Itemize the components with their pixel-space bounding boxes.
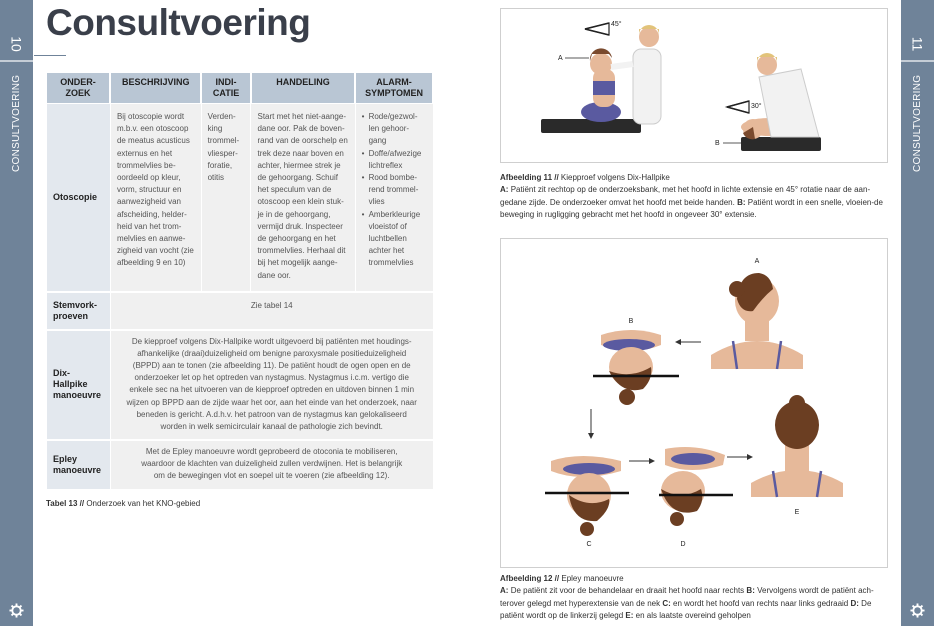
header-handeling: HANDELING xyxy=(251,73,355,104)
step-label-d: D xyxy=(680,541,686,548)
figure-11-caption xyxy=(500,172,890,222)
figure-label-a: A xyxy=(558,55,563,62)
header-indicatie: INDI-CATIE xyxy=(201,73,251,104)
sidebar-divider xyxy=(901,60,934,62)
caption-text: en als laatste overeind geholpen xyxy=(635,611,751,621)
header-beschrijving: BESCHRIJVING xyxy=(110,73,201,104)
caption-text: Patiënt wordt in een snelle, vloeien-de beweging in rugligging gebracht met het hoofd in ongeveer 30° extensie. xyxy=(500,197,883,220)
step-c-figure xyxy=(545,456,629,536)
gear-icon xyxy=(9,603,24,618)
list-item: • Rode/gezwol-len gehoor-gang xyxy=(362,111,427,148)
epley-illustration xyxy=(501,239,889,569)
caption-title: Epley manoeuvre xyxy=(561,574,624,583)
exam-table xyxy=(46,73,434,491)
caption-key: B: xyxy=(737,197,746,207)
figure-12-caption xyxy=(500,573,890,623)
right-sidebar xyxy=(901,0,934,626)
row-name-stemvork: Stemvork-proeven xyxy=(47,292,111,330)
figure-12 xyxy=(500,238,888,568)
sidebar-divider xyxy=(0,60,33,62)
cell-epley: Met de Epley manoeuvre wordt geprobeerd de otoconia te mobiliseren, waardoor de klachten van duizeligheid zullen verdwijnen. Het is belangrijk om de bewegingen vlot en soepel uit te voeren (zie afbeelding 12). xyxy=(110,440,433,490)
table-header-row xyxy=(47,73,434,104)
row-name-otoscopie: Otoscopie xyxy=(47,104,111,292)
left-sidebar xyxy=(0,0,33,626)
list-item: • Rood bombe-rend trommel-vlies xyxy=(362,172,427,209)
caption-key: C: xyxy=(662,598,671,608)
caption-label: Afbeelding 11 // xyxy=(500,173,559,182)
caption-key: E: xyxy=(625,611,634,621)
section-label-text: CONSULTVOERING xyxy=(912,74,923,172)
step-label-b: B xyxy=(628,318,634,325)
table-row xyxy=(47,292,434,330)
caption-label: Afbeelding 12 // xyxy=(500,574,560,583)
table-row xyxy=(47,330,434,440)
step-d-figure xyxy=(659,447,733,526)
section-label-left xyxy=(0,70,33,170)
row-name-epley: Epley manoeuvre xyxy=(47,440,111,490)
step-e-figure xyxy=(751,395,843,497)
row-name-dixhallpike: Dix-Hallpike manoeuvre xyxy=(47,330,111,440)
step-b-figure xyxy=(593,330,679,405)
cell-beschrijving: Bij otoscopie wordt m.b.v. een otoscoop de meatus acusticus externus en het trommelvlies be-oordeeld op kleur, vorm, structuur en aanwezigheid van afscheiding, helder-heid van het trom-melvlies en aanwe-zigheid van vocht (zie afbeelding 9 en 10) xyxy=(110,104,201,292)
step-label-a: A xyxy=(754,258,760,265)
page-number-left: 10 xyxy=(8,36,25,52)
caption-key: B: xyxy=(746,586,755,596)
section-label-right xyxy=(901,70,934,170)
gear-icon xyxy=(910,603,925,618)
angle-label-a: 45° xyxy=(611,21,622,28)
figure-label-b: B xyxy=(715,140,720,147)
caption-text: De patiënt zit voor de behandelaar en draait het hoofd naar rechts xyxy=(510,586,745,596)
angle-label-b: 30° xyxy=(751,103,762,110)
title-underline xyxy=(34,55,66,56)
figure-11 xyxy=(500,8,888,163)
cell-dixhallpike: De kiepproef volgens Dix-Hallpike wordt uitgevoerd bij patiënten met houdings-afhankelijke (draai)duizeligheid om benigne paroxysmale positieduizeligheid (BPPD) aan te tonen (zie afbeelding 11). De patiënt houdt de ogen open en de onderzoeker let op het optreden van nystagmus. Nystagmus i.c.m. vertigo die enkele sec na het uitvoeren van de kiepproef optreden en uitdoven binnen 1 min wijzen op BPPD aan de zijde waar het oor, aan het einde van het onderzoek, naar beneden is gericht. A.d.h.v. het patroon van de nystagmus kan gelokaliseerd worden in welk semicirculair kanaal de pathologie zich bevindt. xyxy=(110,330,433,440)
header-onderzoek: ONDER-ZOEK xyxy=(47,73,111,104)
alarm-list xyxy=(362,111,427,270)
caption-key: D: xyxy=(850,598,859,608)
step-label-c: C xyxy=(586,541,592,548)
cell-indicatie: Verden-king trommel-vliesper-foratie, otitis xyxy=(201,104,251,292)
page-number-right: 11 xyxy=(909,36,926,52)
caption-text: De patiënt wordt op de linkerzij gelegd xyxy=(500,598,872,621)
caption-key: A: xyxy=(500,185,509,195)
cell-stemvork: Zie tabel 14 xyxy=(110,292,433,330)
table-caption xyxy=(46,499,200,508)
caption-title: Kiepproef volgens Dix-Hallpike xyxy=(560,173,670,182)
section-label-text: CONSULTVOERING xyxy=(11,74,22,172)
cell-handeling: Start met het niet-aange-dane oor. Pak de boven-rand van de oorschelp en trek deze naar boven en achter, hiermee strek je de gehoorgang. Schuif het speculum van de otoscoop een klein stuk-je in de gehoorgang, vermijd druk. Inspecteer de gehoorgang en het trommelvlies. Herhaal dit bij het mogelijk aange-dane oor. xyxy=(251,104,355,292)
step-a-figure xyxy=(711,273,803,369)
caption-text: Patiënt zit rechtop op de onderzoeksbank, met het hoofd in lichte extensie en 45° rotatie naar de aan-gedane zijde. De onderzoeker omvat het hoofd met beide handen. xyxy=(500,185,871,207)
list-item: • Amberkleurige vloeistof of luchtbellen achter het trommelvlies xyxy=(362,209,427,270)
caption-text: Vervolgens wordt de patiënt ach-terover gelegd met hyperextensie van de nek xyxy=(500,586,874,608)
page-title: Consultvoering xyxy=(46,2,311,43)
caption-key: A: xyxy=(500,586,509,596)
list-item: • Doffe/afwezige lichtreflex xyxy=(362,148,427,172)
table-row xyxy=(47,440,434,490)
caption-text: Onderzoek van het KNO-gebied xyxy=(86,499,201,508)
caption-text: en wordt het hoofd van rechts naar links gedraaid xyxy=(673,598,849,608)
step-label-e: E xyxy=(794,509,800,516)
cell-alarmsymptomen xyxy=(355,104,433,292)
caption-label: Tabel 13 // xyxy=(46,499,85,508)
header-alarmsymptomen: ALARM-SYMPTOMEN xyxy=(355,73,433,104)
dix-hallpike-illustration xyxy=(501,9,889,164)
table-row xyxy=(47,104,434,292)
